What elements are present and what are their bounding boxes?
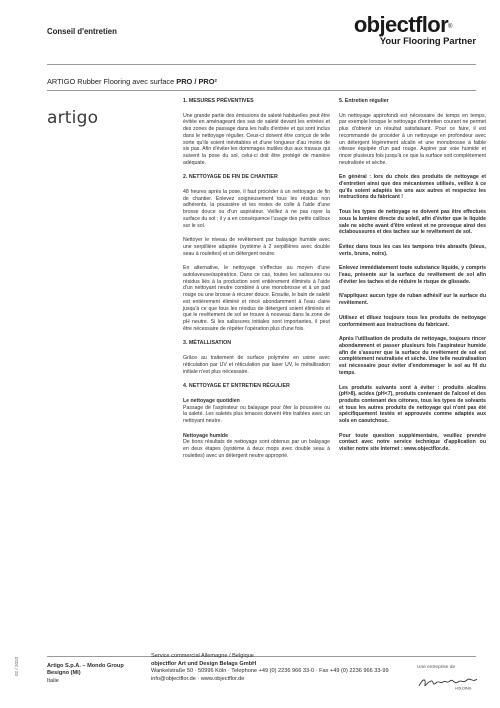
- bold-paragraph: Évitez dans tous les cas les tampons très abrasifs (bleus, verts, bruns, noirs).: [339, 243, 486, 257]
- manufacturer-country: Italie: [47, 677, 59, 684]
- left-text-column: [183, 98, 330, 468]
- bold-paragraph: En général : lors du choix des produits de nettoyage et d'entretien ainsi que des mécanismes utilisés, veillez à ce qu'ils soient adaptés les uns aux autres et respectez les instructions du fabricant !: [339, 174, 486, 201]
- paragraph: Nettoyer le niveau de revêtement par balayage humide avec une serpillière adaptée (système à 2 serpillières avec double seau à roulettes) et un détergent neutre.: [183, 237, 330, 257]
- group-label: Une entreprise de: [417, 665, 456, 670]
- distributor-web: info@objectflor.de · www.objectflor.de: [151, 675, 245, 682]
- artigo-brand-mark: artigo: [47, 108, 99, 128]
- header-rule: [47, 64, 476, 65]
- distributor-service: Service commercial Allemagne / Belgique: [151, 653, 254, 659]
- document-type: Conseil d'entretien: [47, 27, 117, 36]
- subtitle-rule: [47, 90, 476, 91]
- bold-paragraph: Utilisez et diluez toujours tous les produits de nettoyage conformément aux instructions du fabricant.: [339, 314, 486, 328]
- section-heading: 5. Entretien régulier: [339, 98, 389, 104]
- document-subtitle: [47, 77, 217, 86]
- section-heading: 3. MÉTALLISATION: [183, 340, 232, 347]
- bold-paragraph: Pour toute question supplémentaire, veuillez prendre contact avec notre service technique d'application ou visiter notre site Internet : www.objectflor.de.: [339, 432, 486, 453]
- bold-paragraph: Les produits suivants sont à éviter : produits alcalins (pH>8), acides (pH<7), produits contenant de l'alcool et des produits contenant des cétones, tous les types de solvants et tous les autres produits de nettoyage qui n'ont pas été spécifiquement testés et approuvés comme adaptés aux sols en caoutchouc.: [339, 384, 486, 425]
- section-heading: 4. NETTOYAGE ET ENTRETIEN RÉGULIER: [183, 383, 290, 390]
- footer-manufacturer: [47, 663, 124, 685]
- footer-group: [417, 665, 479, 692]
- paragraph: De bons résultats de nettoyage sont obtenus par un balayage en deux étapes (système à deux mops avec double seau à roulettes) avec un détergent neutre approprié.: [183, 439, 330, 459]
- right-text-column: [339, 98, 486, 461]
- distributor-address: Wankelstraße 50 · 50996 Köln · Telephone +49 (0) 2236 966 33-0 · Fax +49 (0) 2236 966 33-99: [151, 668, 389, 675]
- subtitle-surface: PRO / PRO²: [176, 77, 217, 86]
- bold-paragraph: Tous les types de nettoyage ne doivent pas être effectués sous la lumière directe du soleil, afin d'éviter que le liquide sale ne sèche avant d'être enlevé et ne provoque ainsi des éclaboussures et des taches sur le revêtement de sol.: [339, 209, 486, 236]
- document-date-code: 02 / 2020: [14, 656, 19, 676]
- section-heading: 1. MESURES PRÉVENTIVES: [183, 98, 254, 104]
- subsection-heading: Nettoyage humide: [183, 432, 228, 439]
- section-heading: 2. NETTOYAGE DE FIN DE CHANTIER: [183, 174, 278, 181]
- manufacturer-city: Besigno (MI): [47, 670, 81, 677]
- paragraph: Grâce au traitement de surface polymère en usine avec réticulation par UV et réticulation par laser UV, le métallisation initiale n'est plus nécessaire.: [183, 355, 330, 375]
- paragraph: En alternative, le nettoyage s'effectue au moyen d'une autolaveuse/aspiratrice. Dans ce cas, toutes les salissures ou résidus liés à la production sont entièrement éliminés à l'aide d'un nettoyant neutre combiné à une monobrosse et à un pad rouge ou une brosse à récurer douce. Ensuite, le bain de saleté est entièrement éliminé et rincé abondamment à l'eau claire jusqu'à ce que tous les résidus de détergent soient éliminés et que le revêtement de sol se trouve à nouveau dans la zone de pH neutre. Si les salissures initiales sont importantes, il peut être nécessaire de répéter l'opération plus d'une fois.: [183, 265, 330, 332]
- paragraph: 48 heures après la pose, il faut procéder à un nettoyage de fin de chantier. Enlevez soigneusement tous les résidus non adhérents, la poussière et les restes de colle à l'aide d'une brosse douce ou d'un aspirateur. Veillez à ne pas rayer la surface du sol ; il y a en conséquence l'usage des petits cailloux sur le sol.: [183, 189, 330, 229]
- paragraph: Un nettoyage approfondi est nécessaire de temps en temps, par exemple lorsque le nettoyage d'entretien courant ne permet plus d'obtenir un résultat satisfaisant. Pour ce faire, il est recommandé de procéder à un nettoyage en profondeur avec un détergent légèrement alcalin et une monobrosse à faible vitesse équipée d'un pad rouge. Aspirer par voie humide et rincer plusieurs fois jusqu'à ce que la surface soit complètement neutralisée et sèche.: [339, 112, 486, 166]
- logo-wordmark: objectflor: [353, 12, 449, 37]
- paragraph: Une grande partie des émissions de saleté habituelles peut être évitée en aménageant des sas de saleté devant les entrées et des zones de passage dans les halls d'entrée et qui sont inclus dans le nettoyage régulier. Ceux-ci doivent être conçus de telle sorte qu'ils soient inévitables et d'une longueur d'au moins de six pas. Afin d'éviter les dommages inutiles dus aux travaux qui suivent la pose du sol, celui-ci doit être protégé de manière adéquate.: [183, 112, 330, 166]
- manufacturer-name: Artigo S.p.A. – Mondo Group: [47, 663, 124, 669]
- footer-distributor: [151, 653, 389, 683]
- paragraph: Passage de l'aspirateur ou balayage pour ôter la poussière ou la saleté. Les saletés plus tenaces doivent être traitées avec un nettoyant neutre.: [183, 404, 330, 425]
- bold-paragraph: Après l'utilisation de produits de nettoyage, toujours rincer abondamment et passer plusieurs fois l'aspirateur humide afin de s'assurer que la surface du revêtement de sol est complètement neutralisée et sèche. Une telle neutralisation est nécessaire pour éviter d'endommager le sol au fil du temps.: [339, 336, 486, 376]
- bold-paragraph: N'appliquez aucun type de ruban adhésif sur la surface du revêtement.: [339, 293, 486, 307]
- logo-tagline: Your Flooring Partner: [379, 35, 476, 46]
- svg-text:HOLDING: HOLDING: [455, 686, 472, 690]
- holding-signature-logo: [417, 674, 479, 690]
- subtitle-prefix: ARTIGO Rubber Flooring avec surface: [47, 77, 177, 86]
- logo-registered-mark: ®: [448, 24, 452, 30]
- objectflor-logo: [354, 14, 476, 46]
- bold-paragraph: Enlevez immédiatement toute substance liquide, y compris l'eau, présente sur la surface du revêtement de sol afin d'éviter les taches et de réduire le risque de glissade.: [339, 265, 486, 285]
- subsection-heading: Le nettoyage quotidien: [183, 397, 240, 404]
- distributor-name: objectflor Art und Design Belags GmbH: [151, 660, 257, 667]
